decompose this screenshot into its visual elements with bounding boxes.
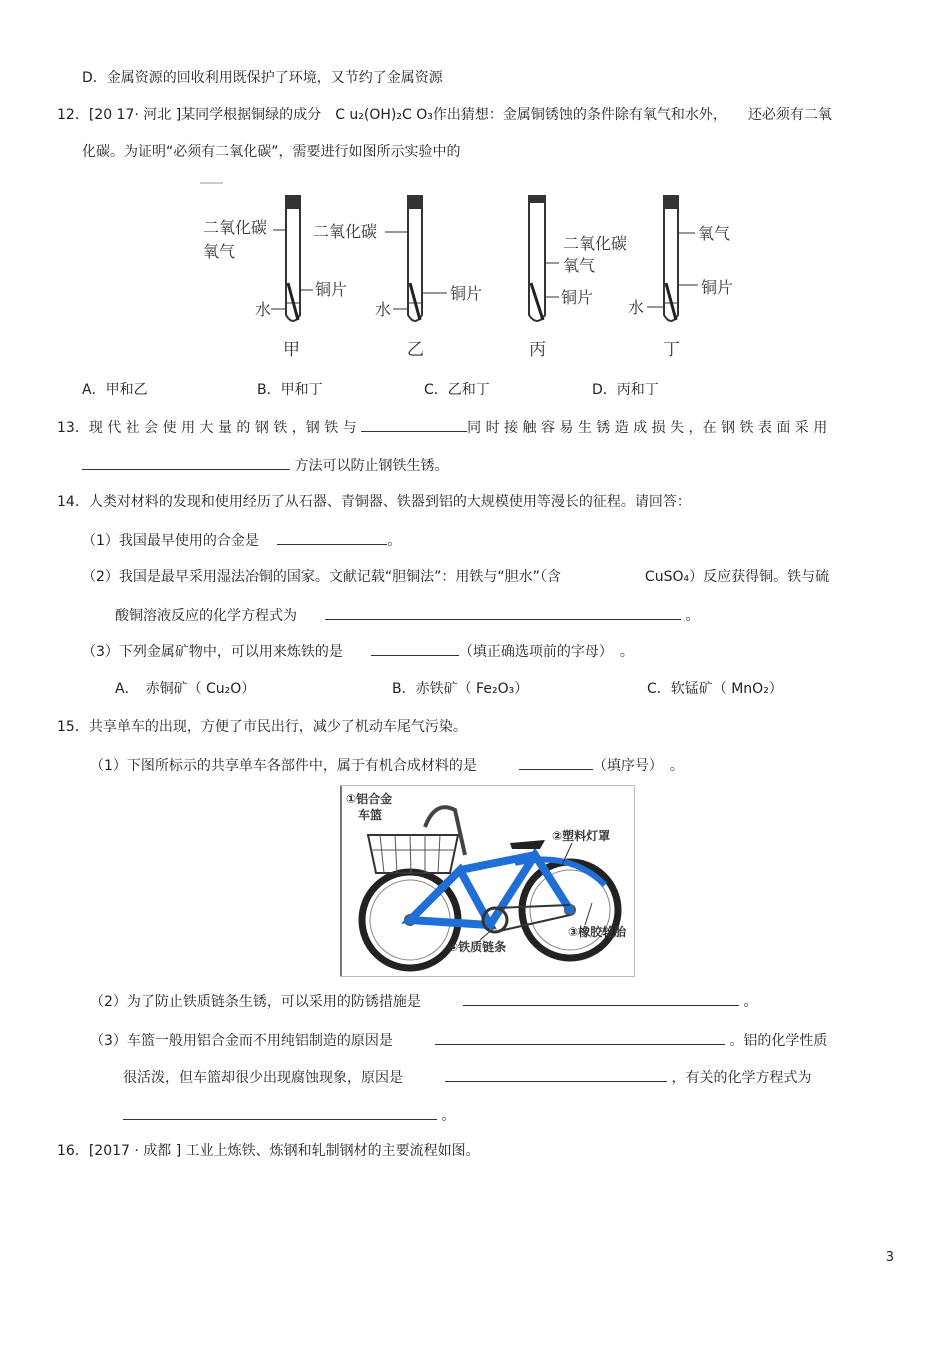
q14-option-c: C．软锰矿（ MnO₂） [647, 681, 783, 697]
q13-text-c: 方法可以防止钢铁生锈。 [294, 458, 449, 474]
q14-blank-2[interactable] [325, 605, 681, 620]
bike-label-tire: ③橡胶轮胎 [568, 925, 627, 939]
q15-p2-text: （2）为了防止铁质链条生锈，可以采用的防锈措施是 [90, 994, 421, 1010]
q13-blank-2[interactable] [82, 455, 290, 470]
ding-label-cu: 铜片 [701, 278, 734, 297]
q12-number: 12． [57, 107, 89, 123]
q12-text-b: 作出猜想：金属铜锈蚀的条件除有氧气和水外， [432, 107, 720, 123]
q15-p3-line1 [90, 1030, 827, 1051]
q14-option-a: A． 赤铜矿（ Cu₂O） [115, 681, 256, 697]
q14-stem-text: 人类对材料的发现和使用经历了从石器、青铜器、铁器到铝的大规模使用等漫长的征程。请回答： [88, 494, 691, 510]
tube-stopper [285, 195, 301, 209]
q14-option-b: B．赤铁矿（ Fe₂O₃） [392, 681, 529, 697]
bike-label-chain: ④铁质链条 [448, 940, 507, 954]
tube-name-jia: 甲 [283, 340, 300, 360]
bike-figure [340, 785, 635, 977]
q13-line2 [82, 455, 448, 476]
q16-number: 16． [57, 1143, 89, 1159]
bing-label-co2: 二氧化碳 [563, 234, 628, 253]
q15-p2: （2）为了防止铁质链条生锈，可以采用的防锈措施是 。 [90, 991, 757, 1012]
q15-blank-2[interactable] [463, 991, 739, 1006]
jia-label-co2: 二氧化碳 [203, 218, 268, 237]
q14-p2-b: CuSO₄）反应获得铜。铁与硫 [644, 569, 830, 585]
q12-text-a: 某同学根据铜绿的成分 [181, 107, 322, 123]
page-number: 3 [885, 1250, 894, 1265]
yi-label-cu: 铜片 [450, 284, 483, 303]
jia-label-water: 水 [255, 300, 272, 319]
ding-label-water: 水 [628, 298, 645, 317]
q12-option-d: D．丙和丁 [592, 382, 659, 398]
tube-name-bing: 丙 [529, 340, 546, 360]
q16 [57, 1141, 480, 1161]
q14-blank-3[interactable] [371, 641, 459, 656]
q13-blank-1[interactable] [361, 417, 467, 432]
q15-p3-b: 。铝的化学性质 [729, 1033, 828, 1049]
q12-option-b: B．甲和丁 [257, 382, 323, 398]
q15-p1: （1）下图所标示的共享单车各部件中，属于有机合成材料的是 （填序号） 。 [90, 755, 684, 776]
q15-blank-3[interactable] [435, 1030, 725, 1045]
jia-label-o2: 氧气 [203, 242, 236, 261]
q13-text-a: 现 代 社 会 使 用 大 量 的 钢 铁 ，钢 铁 与 [88, 420, 357, 436]
q12-line2: 化碳。为证明“必须有二氧化碳”，需要进行如图所示实验中的 [82, 144, 461, 160]
q14-p3: （3）下列金属矿物中，可以用来炼铁的是 （填正确选项前的字母） 。 [82, 641, 634, 662]
q15-p3-line2 [123, 1067, 811, 1088]
q15-p1-a: （1）下图所标示的共享单车各部件中，属于有机合成材料的是 [90, 758, 477, 774]
q13-line1 [57, 417, 827, 438]
q15-blank-5[interactable] [123, 1105, 437, 1120]
q14-p2-line2: 酸铜溶液反应的化学方程式为 。 [115, 605, 699, 626]
q12-option-a: A．甲和乙 [82, 382, 148, 398]
q15-number: 15． [57, 719, 89, 735]
bike-label-basket-2: 车篮 [358, 808, 383, 822]
bike-label-lamp: ②塑料灯罩 [552, 829, 611, 843]
q15-p3-a: （3）车篮一般用铝合金而不用纯铝制造的原因是 [90, 1033, 393, 1049]
yi-label-water: 水 [375, 300, 392, 319]
q14-p1: （1）我国最早使用的合金是 。 [82, 530, 401, 551]
q13-text-b: 同 时 接 触 容 易 生 锈 造 成 损 失 ，在 钢 铁 表 面 采 用 [467, 420, 828, 436]
bike-label-basket-1: ①铝合金 [346, 792, 393, 806]
ding-label-o2: 氧气 [698, 224, 731, 243]
tube-yi [313, 195, 482, 360]
yi-label-co2: 二氧化碳 [313, 222, 378, 241]
q14-stem [57, 492, 691, 512]
bing-label-o2: 氧气 [563, 256, 596, 275]
test-tube-figure [195, 175, 755, 365]
tube-jia [203, 195, 347, 360]
q15-blank-4[interactable] [445, 1067, 667, 1082]
q14-p2-a: （2）我国是最早采用湿法冶铜的国家。文献记载“胆铜法”：用铁与“胆水”（含 [82, 569, 561, 585]
q15-stem-text: 共享单车的出现，方便了市民出行，减少了机动车尾气污染。 [88, 719, 467, 735]
q14-p2-c: 酸铜溶液反应的化学方程式为 [115, 608, 297, 624]
copper-strip [288, 283, 298, 320]
q14-p3-a: （3）下列金属矿物中，可以用来炼铁的是 [82, 644, 343, 660]
tube-name-ding: 丁 [663, 340, 680, 360]
jia-label-cu: 铜片 [315, 280, 348, 299]
q12-formula: C u₂(OH)₂C O₃ [335, 107, 433, 123]
q15-p3-c: 很活泼，但车篮却很少出现腐蚀现象，原因是 [123, 1070, 403, 1086]
q12-option-c: C．乙和丁 [424, 382, 490, 398]
q15-p3-line3: 。 [123, 1105, 455, 1126]
q14-p2-line1 [82, 567, 829, 587]
q11-option-d: D．金属资源的回收利用既保护了环境，又节约了金属资源 [82, 70, 443, 86]
q12-text-c: 还必须有二氧 [747, 107, 832, 123]
bing-label-cu: 铜片 [561, 288, 594, 307]
q15-blank-1[interactable] [519, 755, 593, 770]
tube-bing [528, 195, 627, 360]
q15-p1-b: （填序号） [592, 758, 656, 774]
q16-text: [2017 · 成都 ] 工业上炼铁、炼钢和轧制钢材的主要流程如图。 [88, 1143, 480, 1159]
q15-stem [57, 717, 467, 737]
q12-source: [20 17· 河北 ] [88, 107, 182, 123]
q14-p3-b: （填正确选项前的字母） [458, 644, 606, 660]
tube-ding [628, 195, 733, 360]
q15-p3-d: ，有关的化学方程式为 [671, 1070, 812, 1086]
q12-line1 [57, 105, 832, 125]
q14-blank-1[interactable] [277, 530, 387, 545]
q14-p1-text: （1）我国最早使用的合金是 [82, 533, 259, 549]
q13-number: 13． [57, 420, 89, 436]
tube-name-yi: 乙 [407, 340, 424, 360]
q14-number: 14． [57, 494, 89, 510]
